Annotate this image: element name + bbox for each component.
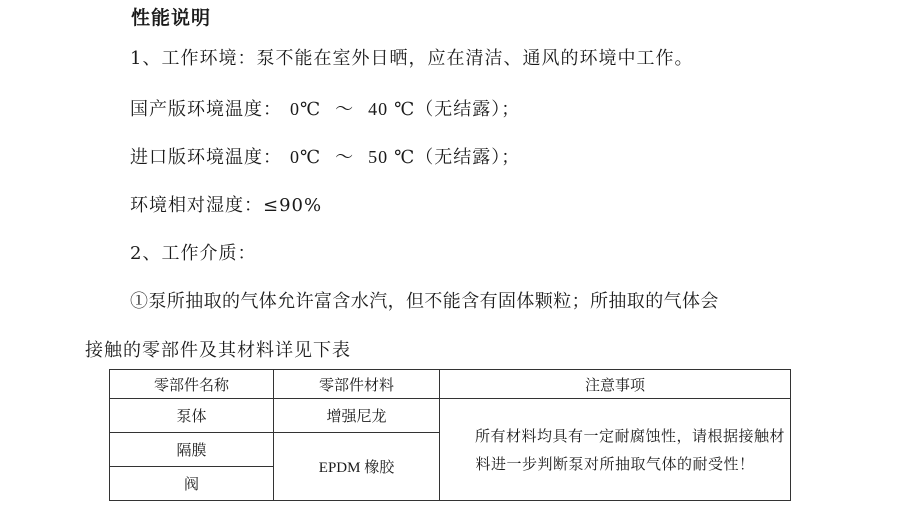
table-row [110,399,791,433]
work-medium-paragraph: ①泵所抽取的气体允许富含水汽，但不能含有固体颗粒；所抽取的气体会 [130,291,719,312]
part-name-cell: 泵体 [110,399,274,433]
imported-temperature-line [130,143,520,172]
imported-temperature-min: 0℃ [290,147,322,167]
domestic-range-tilde: ～ [335,99,355,120]
domestic-temperature-note: （无结露）； [415,99,521,120]
header-notes: 注意事项 [440,370,791,399]
part-name-cell: 隔膜 [110,433,274,467]
part-name-cell: 阀 [110,467,274,501]
domestic-temperature-min: 0℃ [290,99,322,119]
domestic-temperature-unit: ℃ [394,99,416,120]
imported-temperature-unit: ℃ [394,147,416,168]
domestic-temperature-line [130,95,520,124]
table-header-row [110,370,791,399]
header-part-name: 零部件名称 [110,370,274,399]
imported-range-tilde: ～ [335,147,355,168]
parts-materials-table [109,369,791,501]
imported-temperature-note: （无结露）； [415,147,521,168]
work-environment-line: 1、工作环境：泵不能在室外日晒，应在清洁、通风的环境中工作。 [130,48,694,69]
work-medium-title: 2、工作介质： [130,243,257,264]
work-medium-paragraph-continued: 接触的零部件及其材料详见下表 [85,340,351,361]
imported-temperature-max: 50 [368,147,389,167]
part-material-cell: 增强尼龙 [274,399,440,433]
imported-temperature-label: 进口版环境温度： [130,147,282,168]
part-material-cell: EPDM 橡胶 [274,433,440,501]
domestic-temperature-label: 国产版环境温度： [130,99,282,120]
notes-cell: 所有材料均具有一定耐腐蚀性，请根据接触材料进一步判断泵对所抽取气体的耐受性！ [440,399,791,501]
header-part-material: 零部件材料 [274,370,440,399]
section-heading: 性能说明 [131,7,212,29]
domestic-temperature-max: 40 [368,99,389,119]
humidity-line: 环境相对湿度：≤90% [130,195,323,216]
